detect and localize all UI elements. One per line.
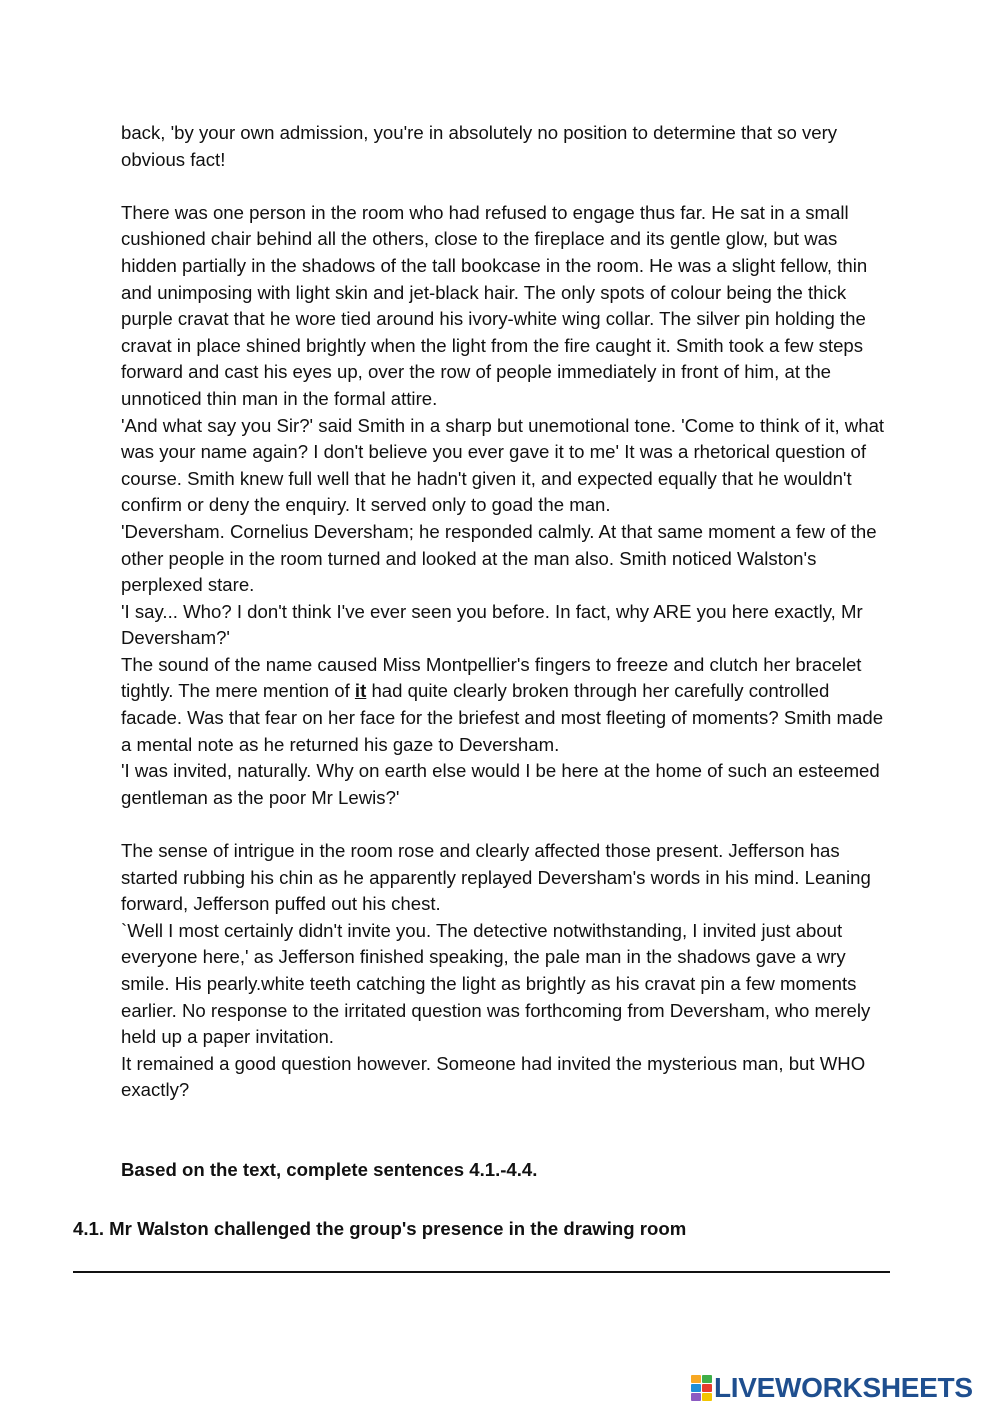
story-paragraph-8: The sense of intrigue in the room rose and clearly affected those present. Jefferson has started rubbing his chin as he apparently replayed Deversham's words in his mind. Leaning forward, Jefferson puffed out his chest. [121,840,871,915]
liveworksheets-logo [691,1373,973,1403]
story-paragraph-6-start: The sound of the name caused Miss Montpellier's fingers to freeze and clutch her bracelet tightly. The mere mention of [121,653,862,702]
story-paragraph-5: 'I say... Who? I don't think I've ever seen you before. In fact, why ARE you here exactly, Mr Deversham?' [121,600,863,649]
story-paragraph-7: 'I was invited, naturally. Why on earth else would I be here at the home of such an esteemed gentleman as the poor Mr Lewis?' [121,760,880,808]
story-paragraph-9: `Well I most certainly didn't invite you. The detective notwithstanding, I invited just about everyone here,' as Jefferson finished speaking, the pale man in the shadows gave a wry smile. His pearly.white teeth catching the light as brightly as his cravat pin a few moments earlier. No response to the irritated question was forthcoming from Deversham, who merely held up a paper invitation. [121,919,871,1048]
task-instruction: Based on the text, complete sentences 4.1.-4.4. [121,1159,538,1180]
story-paragraph-1: back, 'by your own admission, you're in absolutely no position to determine that so very obvious fact! [121,122,838,170]
emphasized-word: it [354,680,367,702]
story-text [121,120,891,1104]
paragraph-gap [121,173,891,200]
logo-text: LIVEWORKSHEETS [714,1372,973,1403]
paragraph-gap [121,811,891,838]
story-paragraph-6-end: had quite clearly broken through her carefully controlled facade. Was that fear on her face for the briefest and most fleeting of moments? Smith made a mental note as he returned his gaze to Deversham. [121,680,884,755]
answer-line[interactable] [73,1271,890,1273]
story-paragraph-4: 'Deversham. Cornelius Deversham; he responded calmly. At that same moment a few of the other people in the room turned and looked at the man also. Smith noticed Walston's perplexed stare. [121,520,877,596]
liveworksheets-logo-icon [691,1375,712,1401]
story-paragraph-3: 'And what say you Sir?' said Smith in a sharp but unemotional tone. 'Come to think of it, what was your name again? I don't believe you ever gave it to me' It was a rhetorical question of course. Smith knew full well that he hadn't given it, and expected equally that he wouldn't confirm or deny the enquiry. It served only to goad the man. [121,414,885,516]
story-paragraph-10: It remained a good question however. Someone had invited the mysterious man, but WHO exactly? [121,1052,866,1101]
question-4-1: 4.1. Mr Walston challenged the group's presence in the drawing room [73,1218,687,1239]
story-paragraph-2: There was one person in the room who had refused to engage thus far. He sat in a small cushioned chair behind all the others, close to the fireplace and its gentle glow, but was hidden partially in the shadows of the tall bookcase in the room. He was a slight fellow, thin and unimposing with light skin and jet-black hair. The only spots of colour being the thick purple cravat that he wore tied around his ivory-white wing collar. The silver pin holding the cravat in place shined brightly when the light from the fire caught it. Smith took a few steps forward and cast his eyes up, over the row of people immediately in front of him, at the unnoticed thin man in the formal attire. [121,201,868,409]
story-paragraph-6 [121,652,891,758]
